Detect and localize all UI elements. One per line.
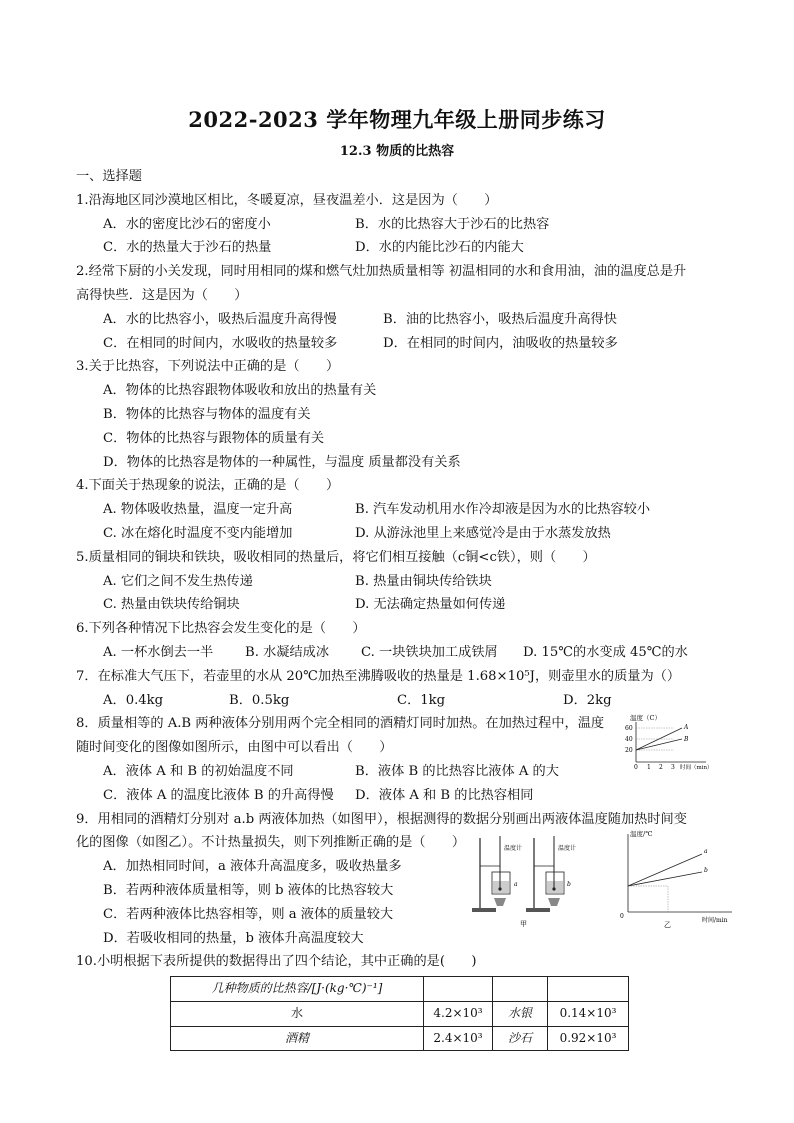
q3-option-c: C．物体的比热容与跟物体的质量有关 bbox=[103, 430, 325, 446]
table-cell-name1: 酒精 bbox=[171, 1026, 424, 1051]
table-cell-name2: 水银 bbox=[493, 1001, 548, 1026]
q1-stem: 1.沿海地区同沙漠地区相比，冬暖夏凉，昼夜温差小．这是因为（ ） bbox=[76, 192, 498, 208]
q2-options-row1 bbox=[76, 308, 726, 332]
q6-option-a: A. 一杯水倒去一半 bbox=[103, 644, 214, 660]
q8-option-b: B．液体 B 的比热容比液体 A 的大 bbox=[355, 763, 559, 779]
table-cell-val1: 4.2×10³ bbox=[424, 1001, 493, 1026]
q9-option-b: B．若两种液体质量相等，则 b 液体的比热容较大 bbox=[103, 882, 394, 898]
q4-option-a: A. 物体吸收热量，温度一定升高 bbox=[103, 502, 293, 518]
table-cell-val2: 0.92×10³ bbox=[548, 1026, 629, 1051]
q9-apparatus-a bbox=[472, 836, 522, 912]
q8-temperature-graph bbox=[614, 712, 732, 772]
q9-stem-line2: 化的图像（如图乙）。不计热量损失，则下列推断正确的是（ ） bbox=[76, 835, 466, 851]
q2-stem-line2: 高得快些．这是因为（ ） bbox=[76, 287, 248, 303]
table-row bbox=[171, 1026, 629, 1051]
q8-graph-label-a: A bbox=[684, 724, 689, 732]
q9-liquid-a-label: a bbox=[514, 880, 518, 888]
q9-graph-line-b bbox=[628, 872, 702, 886]
q5-stem: 5.质量相同的铜块和铁块，吸收相同的热量后，将它们相互接触（c铜<c铁），则（ ） bbox=[76, 549, 596, 565]
q7-option-c: C．1kg bbox=[397, 692, 446, 708]
q9-liquid-b-label: b bbox=[567, 880, 571, 888]
q4-stem: 4.下面关于热现象的说法，正确的是（ ） bbox=[76, 478, 340, 494]
q3-stem: 3.关于比热容，下列说法中正确的是（ ） bbox=[76, 359, 340, 375]
q2-stem-line1: 2.经常下厨的小关发现，同时用相同的煤和燃气灶加热质量相等 初温相同的水和食用油，油的温度总是升 bbox=[76, 264, 687, 280]
q9-graph-origin: 0 bbox=[620, 912, 624, 920]
q7-option-b: B．0.5kg bbox=[229, 692, 290, 708]
q5-option-b: B. 热量由铜块传给铁块 bbox=[355, 573, 492, 589]
q8-option-a: A．液体 A 和 B 的初始温度不同 bbox=[103, 763, 294, 779]
q2-option-b: B．油的比热容小，吸热后温度升高得快 bbox=[383, 311, 617, 327]
q4-option-d: D. 从游泳池里上来感觉冷是由于水蒸发放热 bbox=[355, 525, 611, 541]
q7-stem: 7．在标准大气压下，若壶里的水从 20℃加热至沸腾吸收的热量是 1.68×10⁵J，则壶里水的质量为（） bbox=[76, 668, 681, 684]
q8-options-row2 bbox=[76, 784, 726, 808]
q5-option-c: C. 热量由铁块传给铜块 bbox=[103, 597, 240, 613]
q9-thermometer-label-1: 温度计 bbox=[504, 844, 523, 852]
q7-options bbox=[76, 689, 726, 713]
q6-options bbox=[76, 641, 726, 665]
q8-graph-ytick-40: 40 bbox=[625, 736, 633, 744]
q9-apparatus-b bbox=[526, 836, 576, 912]
question-list bbox=[76, 165, 726, 1051]
q6-option-b: B. 水凝结成冰 bbox=[245, 644, 330, 660]
q1-options-row2 bbox=[76, 236, 726, 260]
q8-graph-xtick-1: 1 bbox=[647, 764, 651, 772]
section-heading: 一、选择题 bbox=[76, 169, 142, 184]
q8-option-c: C．液体 A 的温度比液体 B 的升高得慢 bbox=[103, 787, 334, 803]
q10-stem: 10.小明根据下表所提供的数据得出了四个结论，其中正确的是( ) bbox=[76, 954, 477, 970]
q8-stem-line2: 随时间变化的图像如图所示，由图中可以看出（ ） bbox=[76, 740, 393, 756]
q8-graph-xtick-2: 2 bbox=[659, 764, 663, 772]
table-header-row bbox=[171, 977, 629, 1002]
q9-caption-jia: 甲 bbox=[520, 919, 527, 928]
q8-graph-line-b bbox=[636, 739, 682, 750]
q8-graph-xlabel: 时间（min） bbox=[680, 765, 713, 772]
q2-option-d: D．在相同的时间内，油吸收的热量较多 bbox=[383, 335, 618, 351]
q4-options-row2 bbox=[76, 522, 726, 546]
table-cell-val2: 0.14×10³ bbox=[548, 1001, 629, 1026]
q8-graph-ytick-60: 60 bbox=[625, 725, 633, 733]
q9-option-d: D．若吸收相同的热量，b 液体升高温度较大 bbox=[103, 930, 364, 946]
q8-option-d: D．液体 A 和 B 的比热容相同 bbox=[355, 787, 534, 803]
table-row bbox=[171, 1001, 629, 1026]
specific-heat-table bbox=[170, 976, 629, 1051]
q4-option-c: C. 冰在熔化时温度不变内能增加 bbox=[103, 525, 293, 541]
table-cell-name2: 沙石 bbox=[493, 1026, 548, 1051]
q3-option-d: D．物体的比热容是物体的一种属性，与温度 质量都没有关系 bbox=[103, 454, 461, 470]
page-subtitle: 12.3 物质的比热容 bbox=[339, 144, 455, 159]
q6-option-d: D. 15℃的水变成 45℃的水 bbox=[523, 644, 688, 660]
q8-graph-xtick-3: 3 bbox=[671, 764, 675, 772]
q6-option-c: C. 一块铁块加工成铁屑 bbox=[361, 644, 498, 660]
q9-option-a: A．加热相同时间，a 液体升高温度多，吸收热量多 bbox=[103, 859, 402, 875]
q2-options-row2 bbox=[76, 332, 726, 356]
q8-stem-line1: 8．质量相等的 A.B 两种液体分别用两个完全相同的酒精灯同时加热。在加热过程中，温度 bbox=[76, 716, 605, 732]
q8-graph-line-a bbox=[636, 728, 682, 750]
q3-option-a: A．物体的比热容跟物体吸收和放出的热量有关 bbox=[103, 383, 377, 399]
q5-options-row1 bbox=[76, 570, 726, 594]
q8-graph-label-b: B bbox=[684, 736, 689, 744]
page-title: 2022-2023 学年物理九年级上册同步练习 bbox=[188, 107, 606, 132]
q8-graph-ytick-20: 20 bbox=[625, 747, 633, 755]
q1-option-b: B．水的比热容大于沙石的比热容 bbox=[355, 216, 550, 232]
q9-figures bbox=[470, 826, 740, 932]
q4-options-row1 bbox=[76, 498, 726, 522]
q9-option-c: C．若两种液体比热容相等，则 a 液体的质量较大 bbox=[103, 906, 394, 922]
q5-option-d: D. 无法确定热量如何传递 bbox=[355, 597, 506, 613]
q4-option-b: B. 汽车发动机用水作冷却液是因为水的比热容较小 bbox=[355, 502, 651, 518]
table-cell-name1: 水 bbox=[171, 1001, 424, 1026]
q9-block bbox=[76, 808, 726, 951]
q7-option-d: D．2kg bbox=[563, 692, 612, 708]
q1-option-d: D．水的内能比沙石的内能大 bbox=[355, 240, 524, 256]
q9-graph-label-b: b bbox=[704, 866, 708, 874]
q8-block bbox=[76, 712, 726, 807]
q1-options-row1 bbox=[76, 213, 726, 237]
table-cell-val1: 2.4×10³ bbox=[424, 1026, 493, 1051]
q5-option-a: A. 它们之间不发生热传递 bbox=[103, 573, 253, 589]
q8-graph-xtick-0: 0 bbox=[634, 764, 638, 772]
q9-caption-yi: 乙 bbox=[664, 920, 671, 929]
q1-option-c: C．水的热量大于沙石的热量 bbox=[103, 240, 272, 256]
q6-stem: 6.下列各种情况下比热容会发生变化的是（ ） bbox=[76, 621, 366, 637]
q9-stem-line1: 9．用相同的酒精灯分别对 a.b 两液体加热（如图甲），根据测得的数据分别画出两液体温度随加热时间变 bbox=[76, 811, 687, 827]
q1-option-a: A．水的密度比沙石的密度小 bbox=[103, 216, 271, 232]
q2-option-c: C．在相同的时间内，水吸收的热量较多 bbox=[103, 335, 338, 351]
q9-temperature-graph bbox=[620, 829, 732, 929]
q9-graph-line-a bbox=[628, 854, 702, 886]
q2-option-a: A．水的比热容小，吸热后温度升高得慢 bbox=[103, 311, 337, 327]
q8-graph-ylabel: 温度（C） bbox=[630, 714, 661, 723]
q5-options-row2 bbox=[76, 593, 726, 617]
q9-graph-xlabel: 时间/min bbox=[702, 916, 728, 924]
q9-thermometer-label-2: 温度计 bbox=[558, 844, 577, 852]
q3-option-b: B．物体的比热容与物体的温度有关 bbox=[103, 406, 311, 422]
q7-option-a: A．0.4kg bbox=[103, 692, 164, 708]
q9-graph-ylabel: 温度/℃ bbox=[630, 829, 653, 838]
q9-graph-label-a: a bbox=[704, 847, 708, 855]
table-header: 几种物质的比热容/[J·(kg·℃)⁻¹] bbox=[171, 977, 424, 1002]
